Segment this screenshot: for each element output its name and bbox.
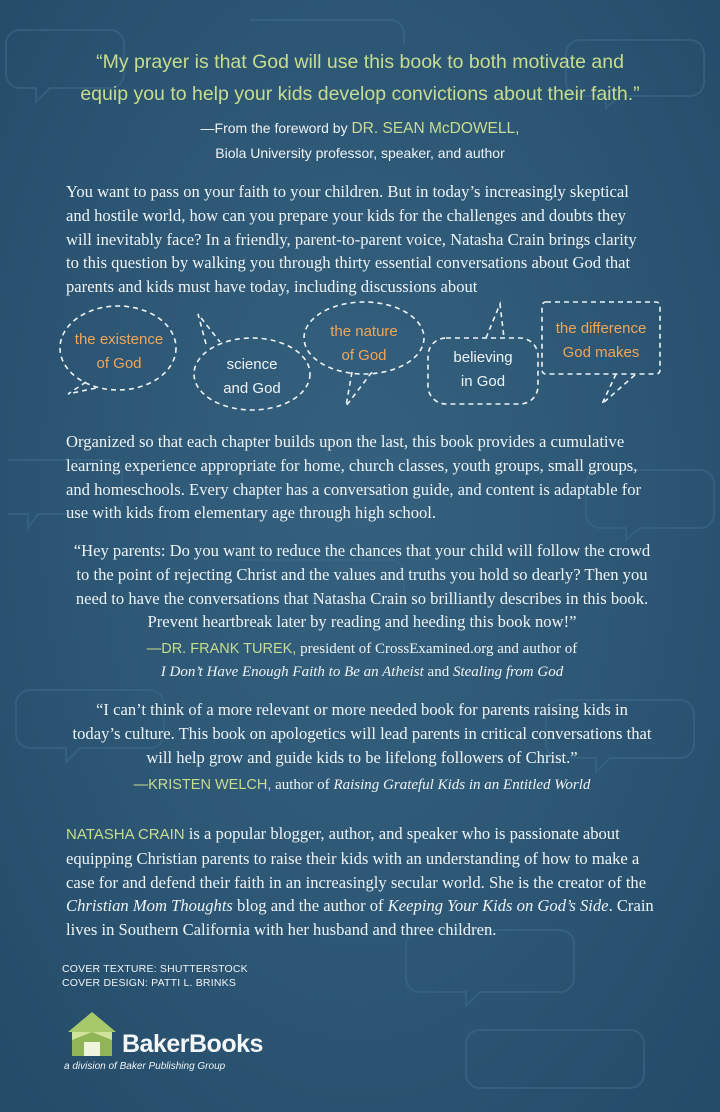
bio-line: case for and defend their faith in an increasingly secular world. She is the creator of the (66, 872, 647, 892)
turek-quote-line: Prevent heartbreak later by reading and heeding this book now!” (147, 612, 577, 632)
topic-difference-god-makes (542, 317, 660, 365)
turek-attribution (66, 638, 658, 684)
topic-line: science (226, 356, 278, 373)
bubble-tail-believing (486, 304, 504, 338)
turek-book-2: Stealing from God (452, 664, 564, 680)
intro-line: will inevitably face? In a friendly, parent-to-parent voice, Natasha Crain brings clarity (66, 229, 637, 249)
turek-role: president of CrossExamined.org and author of (296, 641, 578, 657)
topic-line: God makes (562, 344, 640, 361)
organized-line: use with kids from elementary age through high school. (66, 503, 437, 523)
turek-quote (66, 539, 658, 634)
intro-line: and hostile world, how can you prepare your kids for the challenges and doubts they (66, 205, 626, 225)
intro-paragraph (66, 180, 658, 299)
bio-line: . Crain (608, 896, 654, 916)
welch-role: author of (271, 777, 334, 793)
welch-quote-line: “I can’t think of a more relevant or more needed book for parents raising kids in (96, 700, 628, 719)
bubble-tail-difference (602, 374, 636, 404)
cover-credits (62, 962, 248, 990)
welch-book: Raising Grateful Kids in an Entitled World (333, 777, 591, 793)
foreword-author-title: Biola University professor, speaker, and author (215, 145, 505, 161)
bubble-tail-existence (68, 382, 96, 394)
publisher-division: a division of Baker Publishing Group (64, 1061, 226, 1072)
turek-quote-line: to the point of rejecting Christ and the values and truths you hold so dearly? Then you (76, 564, 648, 584)
organized-line: learning experience appropriate for home, church classes, youth groups, small groups, (66, 455, 638, 475)
topic-line: and God (223, 380, 281, 397)
topic-line: the difference (555, 320, 647, 337)
turek-quote-line: need to have the conversations that Natasha Crain so brilliantly describes in this book. (75, 588, 649, 608)
intro-line: parents and kids must have today, including discussions about (66, 277, 478, 297)
publisher-logo (64, 1006, 304, 1076)
welch-attribution (66, 774, 658, 797)
topic-line: of God (96, 355, 142, 372)
foreword-quote (60, 46, 660, 110)
topic-bubbles (56, 298, 676, 420)
organized-line: and homeschools. Every chapter has a conversation guide, and content is adaptable for (66, 479, 642, 499)
foreword-attr-prefix: —From the foreword by (200, 120, 352, 136)
bubble-tail-science (198, 314, 220, 344)
topic-line: the nature (330, 323, 398, 340)
welch-name: —KRISTEN WELCH, (133, 777, 272, 793)
topic-nature-of-god (304, 320, 424, 368)
author-bio (66, 822, 658, 942)
credit-texture: COVER TEXTURE: SHUTTERSTOCK (62, 963, 248, 975)
bio-line: lives in Southern California with her husband and three children. (66, 920, 497, 940)
welch-quote-line: today’s culture. This book on apologetics will lead parents in critical conversations that (72, 723, 652, 743)
foreword-attribution (60, 116, 660, 166)
turek-name: —DR. FRANK TUREK, (146, 641, 297, 657)
organized-paragraph (66, 430, 658, 525)
bio-book-title: Keeping Your Kids on God’s Side (387, 896, 609, 916)
bubble-tail-nature (346, 372, 372, 406)
bio-author-name: NATASHA CRAIN (66, 826, 185, 843)
topic-science-and-god (194, 353, 310, 401)
bio-blog-title: Christian Mom Thoughts (66, 896, 233, 916)
topic-line: in God (460, 373, 506, 390)
welch-quote (66, 698, 658, 769)
foreword-quote-line: equip you to help your kids develop convictions about their faith.” (80, 83, 640, 105)
foreword-quote-line: “My prayer is that God will use this book to both motivate and (96, 51, 624, 73)
foreword-author-name: DR. SEAN McDOWELL, (351, 120, 520, 137)
topic-existence-of-god (60, 328, 178, 376)
organized-line: Organized so that each chapter builds upon the last, this book provides a cumulative (66, 432, 625, 451)
credit-design: COVER DESIGN: PATTI L. BRINKS (62, 977, 237, 989)
bio-line: equipping Christian parents to raise their kids with an understanding of how to make a (66, 848, 640, 868)
topic-line: the existence (74, 331, 164, 348)
bio-line: blog and the author of (232, 896, 388, 916)
bio-line: is a popular blogger, author, and speaker who is passionate about (184, 824, 620, 843)
topic-line: believing (453, 349, 513, 366)
turek-and: and (423, 664, 453, 680)
turek-quote-line: “Hey parents: Do you want to reduce the chances that your child will follow the crowd (73, 541, 651, 560)
turek-book-1: I Don’t Have Enough Faith to Be an Atheist (160, 664, 424, 680)
topic-believing-in-god (428, 346, 538, 394)
house-icon (64, 1010, 120, 1060)
intro-line: to this question by walking you through thirty essential conversations about God that (66, 253, 631, 273)
publisher-name: BakerBooks (122, 1030, 263, 1058)
welch-quote-line: will help grow and guide kids to be lifelong followers of Christ.” (146, 747, 578, 767)
topic-line: of God (341, 347, 387, 364)
intro-line: You want to pass on your faith to your children. But in today’s increasingly skeptical (66, 182, 629, 201)
